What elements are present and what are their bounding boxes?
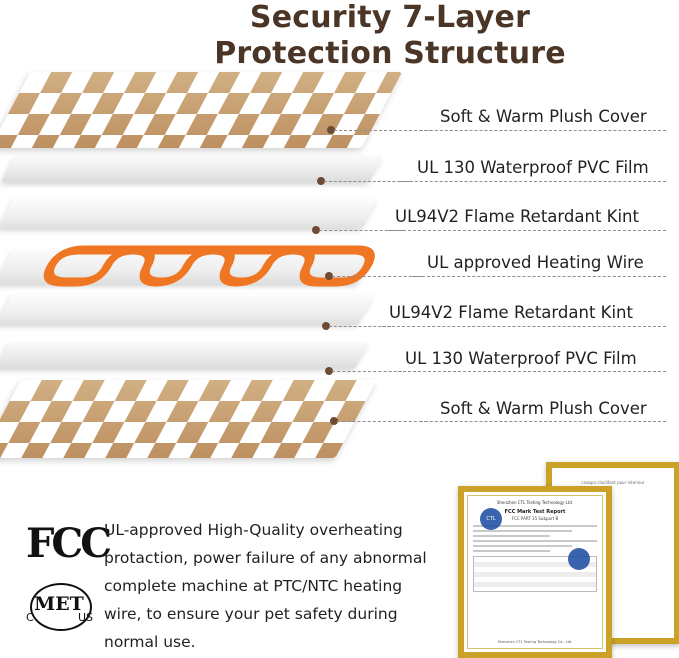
description-text: UL-approved High-Quality overheating protaction, power failure of any abnormal complete machine at PTC/NTC heating wire, to ensure your pet safety during normal use. [104, 521, 427, 651]
certificate-text-line [473, 540, 597, 542]
callout-underline-1 [420, 130, 666, 131]
layer-plate-pvc-film-bottom [0, 342, 369, 368]
certificate-front-head: FCC Mark Test Report [504, 509, 566, 515]
layer-plate-pvc-film-top [1, 156, 383, 182]
callout-line-4 [332, 276, 422, 277]
layer-diagram [0, 72, 400, 492]
met-icon-c-mark: C [26, 611, 34, 624]
layer-plate-flame-retardant-knit-bottom [0, 294, 374, 324]
met-icon [24, 575, 96, 637]
certificate-front-title: Shenzhen CTL Testing Technology Ltd. [496, 500, 574, 505]
certificate-text-line [473, 535, 550, 537]
certificate-seal-icon: CTL [480, 508, 502, 530]
layer-label-7: Soft & Warm Plush Cover [440, 399, 647, 418]
callout-line-7 [337, 421, 427, 422]
layer-label-3: UL94V2 Flame Retardant Kint [395, 207, 639, 226]
callout-underline-6 [398, 371, 666, 372]
layer-label-1: Soft & Warm Plush Cover [440, 107, 647, 126]
fcc-icon [26, 520, 113, 567]
callout-line-2 [324, 181, 410, 182]
callout-underline-5 [382, 326, 666, 327]
layer-label-5: UL94V2 Flame Retardant Kint [389, 303, 633, 322]
page-title [120, 0, 660, 72]
layer-label-6: UL 130 Waterproof PVC Film [405, 349, 637, 368]
callout-underline-2 [400, 181, 666, 182]
certificate-text-line [473, 530, 572, 532]
certificate-front-sub: FCC PART 15 Subpart B [511, 516, 559, 521]
met-icon-us-mark: US [78, 611, 94, 624]
layer-label-4: UL approved Heating Wire [427, 253, 644, 272]
certificate-front-image [458, 486, 612, 658]
fcc-icon-text-tail: C [80, 520, 113, 567]
layer-plate-flame-retardant-knit-top [0, 198, 378, 228]
layer-label-2: UL 130 Waterproof PVC Film [417, 158, 649, 177]
layer-plate-soft-warm-plush-cover-top [0, 72, 402, 148]
fcc-icon-text: FC [26, 520, 81, 567]
page-title-line-1: Security 7-Layer [249, 0, 531, 35]
certificate-text-line [473, 550, 550, 552]
met-icon-text: MET [34, 593, 84, 615]
layer-plate-soft-warm-plush-cover-bottom [0, 380, 377, 458]
certificate-text-line [473, 545, 572, 547]
callout-underline-4 [412, 276, 666, 277]
certificate-front-footer: Shenzhen CTL Testing Technology Co., Ltd. [497, 640, 573, 644]
callout-underline-7 [420, 421, 666, 422]
callout-line-1 [334, 130, 432, 131]
callout-underline-3 [388, 230, 666, 231]
certificate-back-text: ceaopn.claidifant pour interieur [581, 480, 645, 485]
callout-line-6 [332, 371, 402, 372]
certificate-seal-icon-secondary [568, 548, 590, 570]
page-title-line-2: Protection Structure [214, 36, 566, 71]
